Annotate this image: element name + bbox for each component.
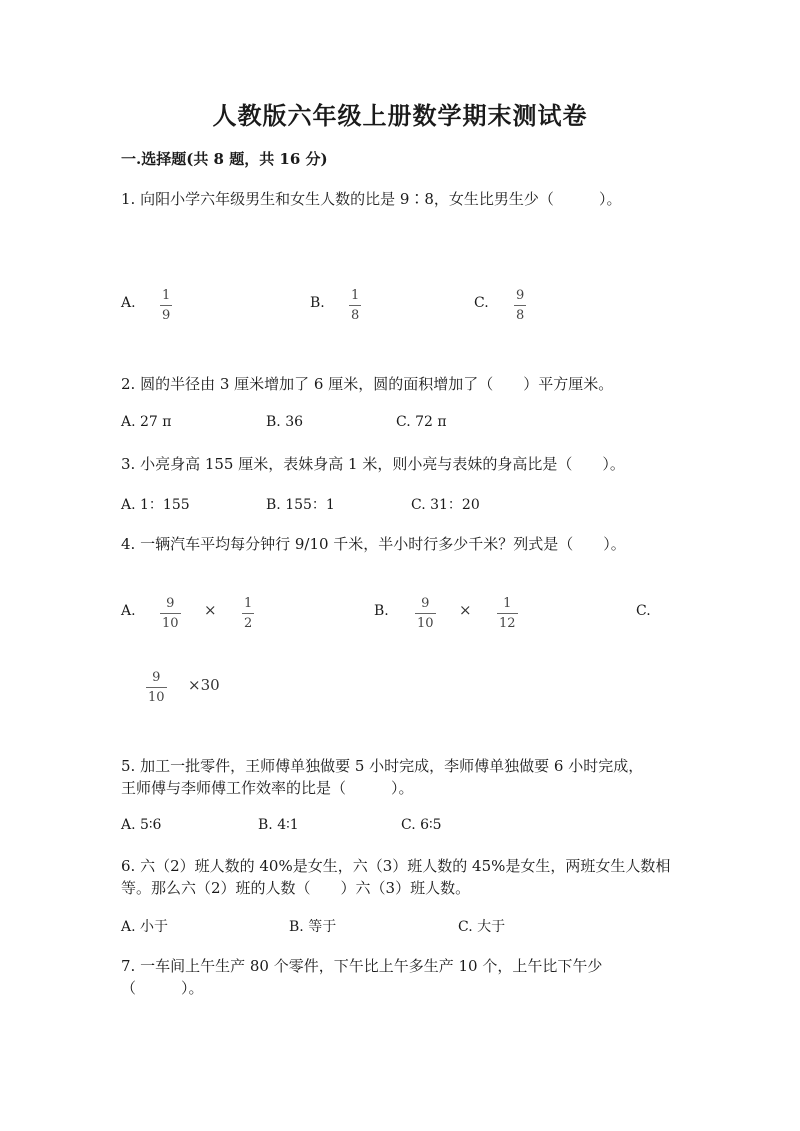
question-3-text: 3. 小亮身高 155 厘米，表妹身高 1 米，则小亮与表妹的身高比是（ ）。 bbox=[121, 455, 625, 473]
question-6-line-2: 等。那么六（2）班的人数（ ）六（3）班人数。 bbox=[121, 879, 471, 897]
fraction-numerator: 1 bbox=[244, 596, 253, 611]
q1-option-c-fraction bbox=[514, 288, 526, 323]
fraction-denominator: 10 bbox=[148, 690, 165, 705]
q4-option-a-label: A. bbox=[121, 603, 136, 619]
q4-option-b-label: B. bbox=[374, 603, 389, 619]
fraction-bar bbox=[160, 613, 181, 614]
question-7-line-1: 7. 一车间上午生产 80 个零件，下午比上午多生产 10 个，上午比下午少 bbox=[121, 957, 603, 975]
q3-option-c: C. 31：20 bbox=[411, 497, 480, 513]
fraction-bar bbox=[415, 613, 436, 614]
question-2-text: 2. 圆的半径由 3 厘米增加了 6 厘米，圆的面积增加了（ ）平方厘米。 bbox=[121, 375, 614, 393]
fraction-bar bbox=[497, 613, 518, 614]
question-5-line-2: 王师傅与李师傅工作效率的比是（ ）。 bbox=[121, 779, 414, 797]
fraction-numerator: 1 bbox=[503, 596, 512, 611]
fraction-denominator: 10 bbox=[162, 616, 179, 631]
fraction-denominator: 9 bbox=[162, 308, 171, 323]
fraction-denominator: 12 bbox=[499, 616, 516, 631]
q1-option-c-label: C. bbox=[474, 295, 489, 311]
fraction-bar bbox=[160, 305, 172, 306]
q5-option-c: C. 6∶5 bbox=[401, 817, 442, 833]
fraction-bar bbox=[514, 305, 526, 306]
question-6-line-1: 6. 六（2）班人数的 40%是女生，六（3）班人数的 45%是女生，两班女生人数相 bbox=[121, 857, 671, 875]
q1-option-a-fraction bbox=[160, 288, 172, 323]
q4-option-a-fraction-2 bbox=[242, 596, 254, 631]
q4-option-b-operator: × bbox=[459, 601, 472, 619]
q2-option-c: C. 72 π bbox=[396, 414, 447, 430]
q1-option-a-label: A. bbox=[121, 295, 136, 311]
question-4-text: 4. 一辆汽车平均每分钟行 9/10 千米，半小时行多少千米？列式是（ ）。 bbox=[121, 535, 626, 553]
q4-option-c-label: C. bbox=[636, 603, 651, 619]
fraction-bar bbox=[349, 305, 361, 306]
fraction-numerator: 9 bbox=[421, 596, 430, 611]
question-1-text: 1. 向阳小学六年级男生和女生人数的比是 9∶8，女生比男生少（ ）。 bbox=[121, 190, 622, 208]
q2-option-a: A. 27 π bbox=[121, 414, 172, 430]
page-title: 人教版六年级上册数学期末测试卷 bbox=[212, 101, 588, 130]
fraction-numerator: 1 bbox=[351, 288, 360, 303]
q1-option-b-label: B. bbox=[310, 295, 325, 311]
q6-option-c: C. 大于 bbox=[458, 919, 506, 935]
question-7-line-2: （ ）。 bbox=[121, 979, 204, 997]
fraction-denominator: 8 bbox=[516, 308, 525, 323]
q5-option-b: B. 4∶1 bbox=[258, 817, 299, 833]
q4-option-c-fraction bbox=[146, 670, 167, 705]
q4-option-c-rest: ×30 bbox=[188, 676, 220, 694]
q1-option-b-fraction bbox=[349, 288, 361, 323]
fraction-numerator: 1 bbox=[162, 288, 171, 303]
q6-option-b: B. 等于 bbox=[289, 919, 337, 935]
q4-option-a-fraction-1 bbox=[160, 596, 181, 631]
q6-option-a: A. 小于 bbox=[121, 919, 169, 935]
section-header: 一.选择题(共 8 题，共 16 分) bbox=[121, 150, 328, 168]
q5-option-a: A. 5∶6 bbox=[121, 817, 162, 833]
fraction-bar bbox=[146, 687, 167, 688]
fraction-numerator: 9 bbox=[166, 596, 175, 611]
q3-option-a: A. 1：155 bbox=[121, 497, 190, 513]
fraction-numerator: 9 bbox=[152, 670, 161, 685]
q4-option-b-fraction-2 bbox=[497, 596, 518, 631]
question-5-line-1: 5. 加工一批零件，王师傅单独做要 5 小时完成，李师傅单独做要 6 小时完成， bbox=[121, 757, 644, 775]
q4-option-a-operator: × bbox=[204, 601, 217, 619]
q4-option-b-fraction-1 bbox=[415, 596, 436, 631]
q3-option-b: B. 155：1 bbox=[266, 497, 335, 513]
fraction-numerator: 9 bbox=[516, 288, 525, 303]
fraction-denominator: 8 bbox=[351, 308, 360, 323]
q2-option-b: B. 36 bbox=[266, 414, 304, 430]
fraction-bar bbox=[242, 613, 254, 614]
fraction-denominator: 2 bbox=[244, 616, 253, 631]
fraction-denominator: 10 bbox=[417, 616, 434, 631]
